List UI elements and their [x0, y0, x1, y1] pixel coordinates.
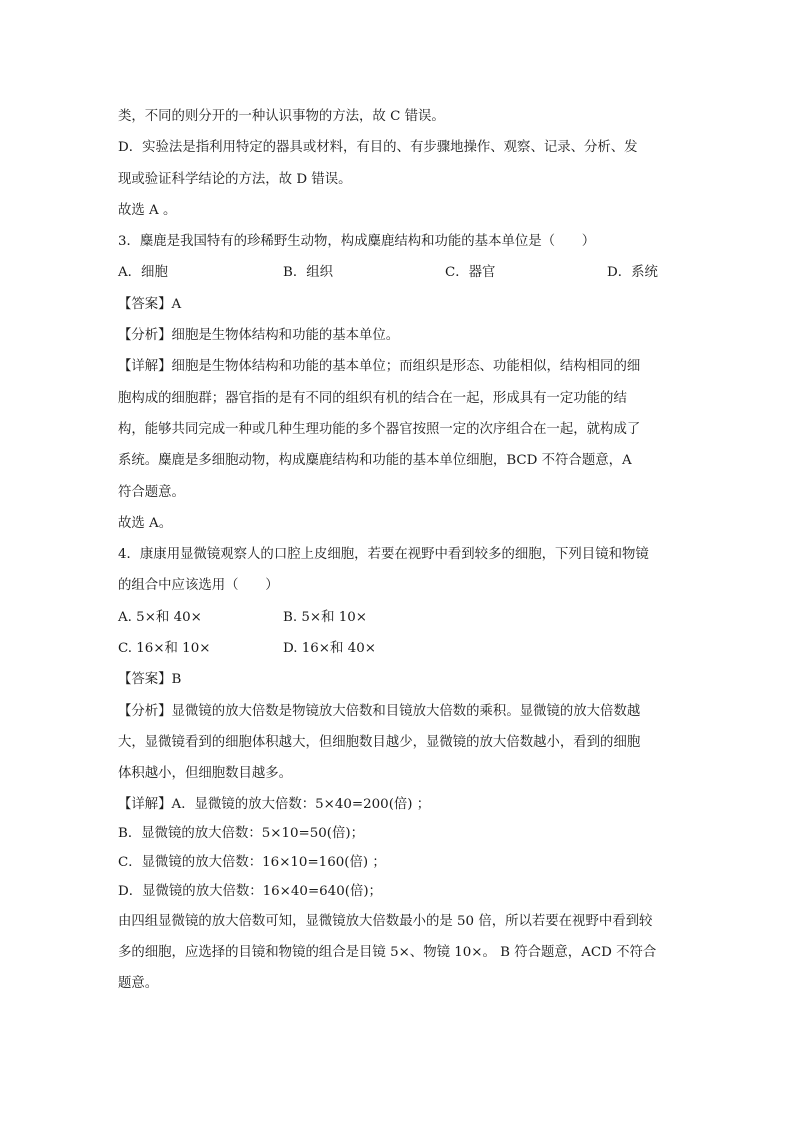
question-4-stem: 4．康康用显微镜观察人的口腔上皮细胞，若要在视野中看到较多的细胞，下列目镜和物镜 — [118, 547, 649, 563]
option-a: A. 5×和 40× — [118, 609, 202, 625]
detail-text: 符合题意。 — [118, 484, 185, 500]
answer-label: 【答案】A — [118, 296, 182, 312]
choose-text: 故选 A。 — [118, 515, 173, 531]
text-line: 现或验证科学结论的方法，故 D 错误。 — [118, 171, 352, 187]
option-d: D．系统 — [607, 265, 658, 281]
option-a: A．细胞 — [118, 265, 168, 281]
detail-text: C．显微镜的放大倍数：16×10=160(倍) ； — [118, 854, 386, 870]
detail-text: B．显微镜的放大倍数：5×10=50(倍)； — [118, 825, 365, 841]
question-4-options-row2 — [118, 633, 678, 664]
detail-text: 由四组显微镜的放大倍数可知，显微镜放大倍数最小的是 50 倍，所以若要在视野中看到较 — [118, 913, 653, 929]
detail-text: 【详解】细胞是生物体结构和功能的基本单位；而组织是形态、功能相似，结构相同的细 — [118, 359, 641, 375]
detail-text: 胞构成的细胞群；器官指的是有不同的组织有机的结合在一起，形成具有一定功能的结 — [118, 390, 627, 406]
detail-text: 系统。麋鹿是多细胞动物，构成麋鹿结构和功能的基本单位细胞，BCD 不符合题意，A — [118, 453, 632, 469]
detail-text: 【详解】A．显微镜的放大倍数：5×40=200(倍) ； — [118, 796, 431, 812]
option-b: B．组织 — [283, 265, 334, 281]
question-3-options — [118, 257, 678, 288]
option-d: D. 16×和 40× — [283, 641, 376, 657]
text-line: 故选 A 。 — [118, 202, 177, 218]
answer-label: 【答案】B — [118, 672, 182, 688]
text-line: 类，不同的则分开的一种认识事物的方法，故 C 错误。 — [118, 109, 445, 124]
analysis-text: 【分析】显微镜的放大倍数是物镜放大倍数和目镜放大倍数的乘积。显微镜的放大倍数越 — [118, 703, 641, 719]
question-4-stem: 的组合中应该选用（ ） — [118, 578, 279, 594]
detail-text: 多的细胞，应选择的目镜和物镜的组合是目镜 5×、物镜 10×。 B 符合题意，ACD 不符合 — [118, 944, 657, 960]
detail-text: 题意。 — [118, 976, 159, 992]
text-line: D．实验法是指利用特定的器具或材料，有目的、有步骤地操作、观察、记录、分析、发 — [118, 140, 638, 156]
analysis-text: 【分析】细胞是生物体结构和功能的基本单位。 — [118, 328, 400, 344]
detail-text: D．显微镜的放大倍数：16×40=640(倍)； — [118, 883, 382, 899]
analysis-text: 体积越小，但细胞数目越多。 — [118, 766, 293, 782]
option-c: C. 16×和 10× — [118, 641, 211, 657]
question-3-stem: 3．麋鹿是我国特有的珍稀野生动物，构成麋鹿结构和功能的基本单位是（ ） — [118, 234, 596, 250]
option-b: B. 5×和 10× — [283, 609, 367, 625]
document-page — [118, 101, 678, 999]
analysis-text: 大，显微镜看到的细胞体积越大，但细胞数目越少，显微镜的放大倍数越小，看到的细胞 — [118, 734, 641, 750]
question-4-options-row1 — [118, 602, 678, 633]
option-c: C．器官 — [445, 265, 496, 281]
detail-text: 构，能够共同完成一种或几种生理功能的多个器官按照一定的次序组合在一起，就构成了 — [118, 421, 641, 437]
